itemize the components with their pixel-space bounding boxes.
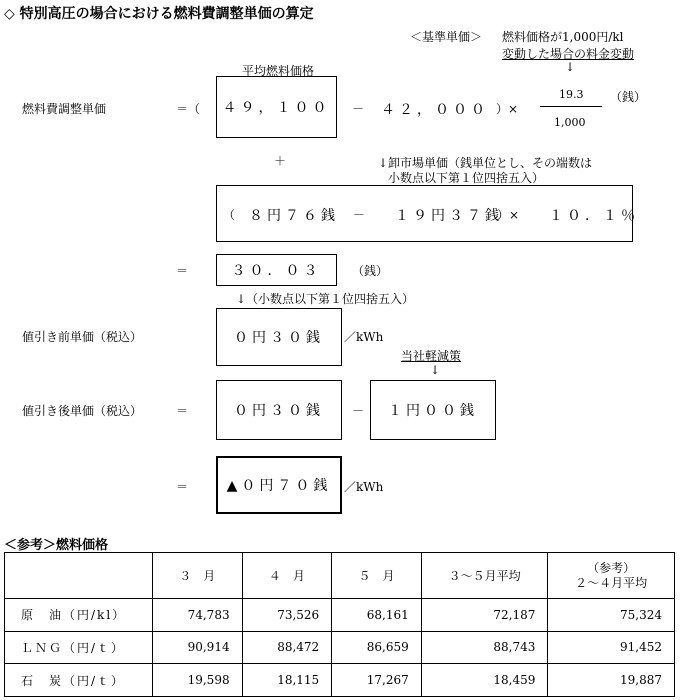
result-box <box>216 254 337 286</box>
reference-title: ＜参考＞燃料価格 <box>4 538 109 553</box>
cell: 86,659 <box>332 631 422 664</box>
equals-open: ＝（ <box>176 102 201 116</box>
table-row-lng <box>5 631 675 664</box>
table-header-avg: ３～５月平均 <box>421 553 548 599</box>
fraction-bar <box>540 106 602 107</box>
wholesale-note-line2: 小数点以下第１位四捨五入） <box>388 171 545 185</box>
final-box <box>216 456 342 514</box>
avg-price-value: ４９，１００ <box>222 100 331 116</box>
post-discount-minus: － <box>352 404 365 418</box>
wholesale-box <box>216 185 639 242</box>
cell: 88,472 <box>242 631 332 664</box>
row-label: ＬＮＧ（円/ｔ） <box>5 631 153 664</box>
round-note: ↓（小数点以下第１位四捨五入） <box>236 292 415 306</box>
cell: 19,887 <box>548 664 675 697</box>
result-value: ３０．０３ <box>231 263 322 279</box>
wholesale-close-times: ）× <box>497 208 520 222</box>
discount-value-box <box>370 380 496 440</box>
discount-measure-arrow: ↓ <box>430 363 441 377</box>
fraction-numerator: 19.3 <box>559 88 584 101</box>
fraction-denominator: 1,000 <box>554 116 586 129</box>
pre-discount-value: ０円３０銭 <box>234 330 324 346</box>
cell: 72,187 <box>421 599 548 632</box>
cell: 74,783 <box>153 599 243 632</box>
wholesale-note-line1: ↓卸市場単価（銭単位とし、その端数は <box>378 156 593 170</box>
pre-discount-unit: ／kWh <box>344 330 384 344</box>
avg-fuel-price-label: 平均燃料価格 <box>242 64 315 78</box>
fuel-adjust-label: 燃料費調整単価 <box>22 102 107 116</box>
table-header-may: ５ 月 <box>332 553 422 599</box>
base-price-line1: 燃料価格が1,000円/kl <box>502 30 624 44</box>
wholesale-price-a: ８円７６銭 <box>249 208 339 224</box>
wholesale-rate: １０．１％ <box>549 208 639 224</box>
wholesale-minus: － <box>353 208 366 222</box>
wholesale-price-b: １９円３７銭 <box>395 208 503 224</box>
cell: 18,115 <box>242 664 332 697</box>
discount-measure-label: 当社軽減策 <box>401 349 462 363</box>
sen-unit: （銭） <box>610 90 647 104</box>
post-discount-value: ０円３０銭 <box>234 403 324 419</box>
cell: 91,452 <box>548 631 675 664</box>
table-header-blank <box>5 553 153 599</box>
minus-sign: － <box>352 102 365 116</box>
post-discount-equals: ＝ <box>176 404 189 418</box>
fuel-price-table <box>4 552 675 697</box>
equals-result: ＝ <box>176 264 189 278</box>
table-header-ref <box>548 553 675 599</box>
row-label: 石 炭（円/ｔ） <box>5 664 153 697</box>
cell: 17,267 <box>332 664 422 697</box>
result-unit: （銭） <box>352 264 389 278</box>
base-price-label: ＜基準単価＞ <box>410 30 483 44</box>
table-header-ref-line1: （参考） <box>587 560 636 575</box>
row-label: 原 油（円/kl） <box>5 599 153 632</box>
post-discount-box <box>216 380 342 440</box>
cell: 75,324 <box>548 599 675 632</box>
cell: 19,598 <box>153 664 243 697</box>
final-unit: ／kWh <box>344 480 384 494</box>
cell: 88,743 <box>421 631 548 664</box>
base-price-line2: 変動した場合の料金変動 <box>502 47 635 61</box>
wholesale-open: （ <box>223 208 236 222</box>
base-price-arrow: ↓ <box>565 60 576 74</box>
discount-value: １円００銭 <box>388 403 478 419</box>
table-header-row <box>5 553 675 599</box>
table-header-ref-line2: ２～４月平均 <box>575 575 648 590</box>
cell: 73,526 <box>242 599 332 632</box>
final-equals: ＝ <box>176 480 189 494</box>
cell: 90,914 <box>153 631 243 664</box>
base-price-value: ４２，０００ <box>381 102 489 118</box>
cell: 68,161 <box>332 599 422 632</box>
plus-sign: ＋ <box>274 154 287 168</box>
pre-discount-label: 値引き前単価（税込） <box>22 330 143 344</box>
table-header-apr: ４ 月 <box>242 553 332 599</box>
table-row-crude <box>5 599 675 632</box>
cell: 18,459 <box>421 664 548 697</box>
table-row-coal <box>5 664 675 697</box>
page-title: ◇ 特別高圧の場合における燃料費調整単価の算定 <box>4 6 314 22</box>
pre-discount-box <box>216 308 342 366</box>
close-times: ）× <box>496 102 519 116</box>
avg-price-box <box>216 76 337 138</box>
table-header-mar: ３ 月 <box>153 553 243 599</box>
final-value: ▲０円７０銭 <box>226 478 332 494</box>
post-discount-label: 値引き後単価（税込） <box>22 404 143 418</box>
